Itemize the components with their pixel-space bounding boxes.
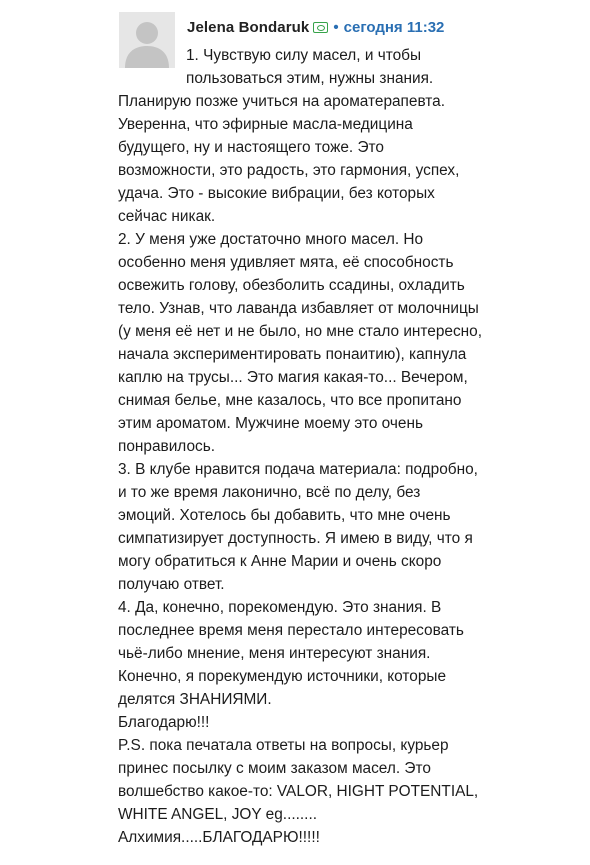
comment-line: делятся ЗНАНИЯМИ. [118, 691, 272, 708]
comment-line: 1. Чувствую силу масел, и чтобы [186, 47, 422, 64]
comment-line: принес посылку с моим заказом масел. Это [118, 760, 431, 777]
comment-line: Планирую позже учиться на ароматерапевта. [118, 93, 446, 110]
comment-line: Алхимия.....БЛАГОДАРЮ!!!!! [118, 829, 320, 846]
comment-line: пользоваться этим, нужны знания. [186, 70, 434, 87]
verified-badge-icon [313, 22, 328, 33]
comment-line: и то же время лаконично, всё по делу, без [118, 484, 421, 501]
comment-line: каплю на трусы... Это магия какая-то... Вечером, [118, 369, 468, 386]
comment-line: Конечно, я порекумендую источники, которые [118, 668, 447, 685]
comment-line: могу обратиться к Анне Марии и очень скоро [118, 553, 442, 570]
author-name[interactable]: Jelena Bondaruk [187, 18, 310, 36]
comment-line: чьё-либо мнение, меня интересуют знания. [118, 645, 431, 662]
comment-line: понравилось. [118, 438, 215, 455]
comment-line: 4. Да, конечно, порекомендую. Это знания. В [118, 599, 442, 616]
comment-line: освежить голову, обезболить ссадины, охладить [118, 277, 465, 294]
comment-body [118, 44, 490, 849]
comment-line: симпатизирует доступность. Я имею в виду, что я [118, 530, 473, 547]
comment-line: тело. Узнав, что лаванда избавляет от молочницы [118, 300, 479, 317]
comment-timestamp[interactable]: сегодня 11:32 [343, 18, 445, 36]
comment-line: удача. Это - высокие вибрации, без которых [118, 185, 435, 202]
comment-line: Уверенна, что эфирные масла-медицина [118, 116, 413, 133]
comment-line: возможности, это радость, это гармония, успех, [118, 162, 460, 179]
comment-line: (у меня её нет и не было, но мне стало интересно, [118, 323, 483, 340]
comment-line: эмоций. Хотелось бы добавить, что мне очень [118, 507, 451, 524]
comment-line: этим ароматом. Мужчине моему это очень [118, 415, 423, 432]
comment-line: 3. В клубе нравится подача материала: подробно, [118, 461, 478, 478]
comment-header [187, 16, 444, 38]
comment-line: волшебство какое-то: VALOR, HIGHT POTENTIAL, [118, 783, 479, 800]
comment-line: начала экспериментировать понаитию), капнула [118, 346, 467, 363]
comment-line: особенно меня удивляет мята, её способность [118, 254, 454, 271]
comment-line: 2. У меня уже достаточно много масел. Но [118, 231, 424, 248]
comment-line: Благодарю!!! [118, 714, 210, 731]
comment-line: получаю ответ. [118, 576, 225, 593]
comment-line: снимая белье, мне казалось, что все пропитано [118, 392, 462, 409]
comment-line: WHITE ANGEL, JOY eg........ [118, 806, 317, 823]
separator-dot: • [333, 18, 339, 36]
comment-line: последнее время меня перестало интересовать [118, 622, 464, 639]
comment-line: сейчас никак. [118, 208, 216, 225]
comment-line: P.S. пока печатала ответы на вопросы, курьер [118, 737, 449, 754]
comment-line: будущего, ну и настоящего тоже. Это [118, 139, 384, 156]
